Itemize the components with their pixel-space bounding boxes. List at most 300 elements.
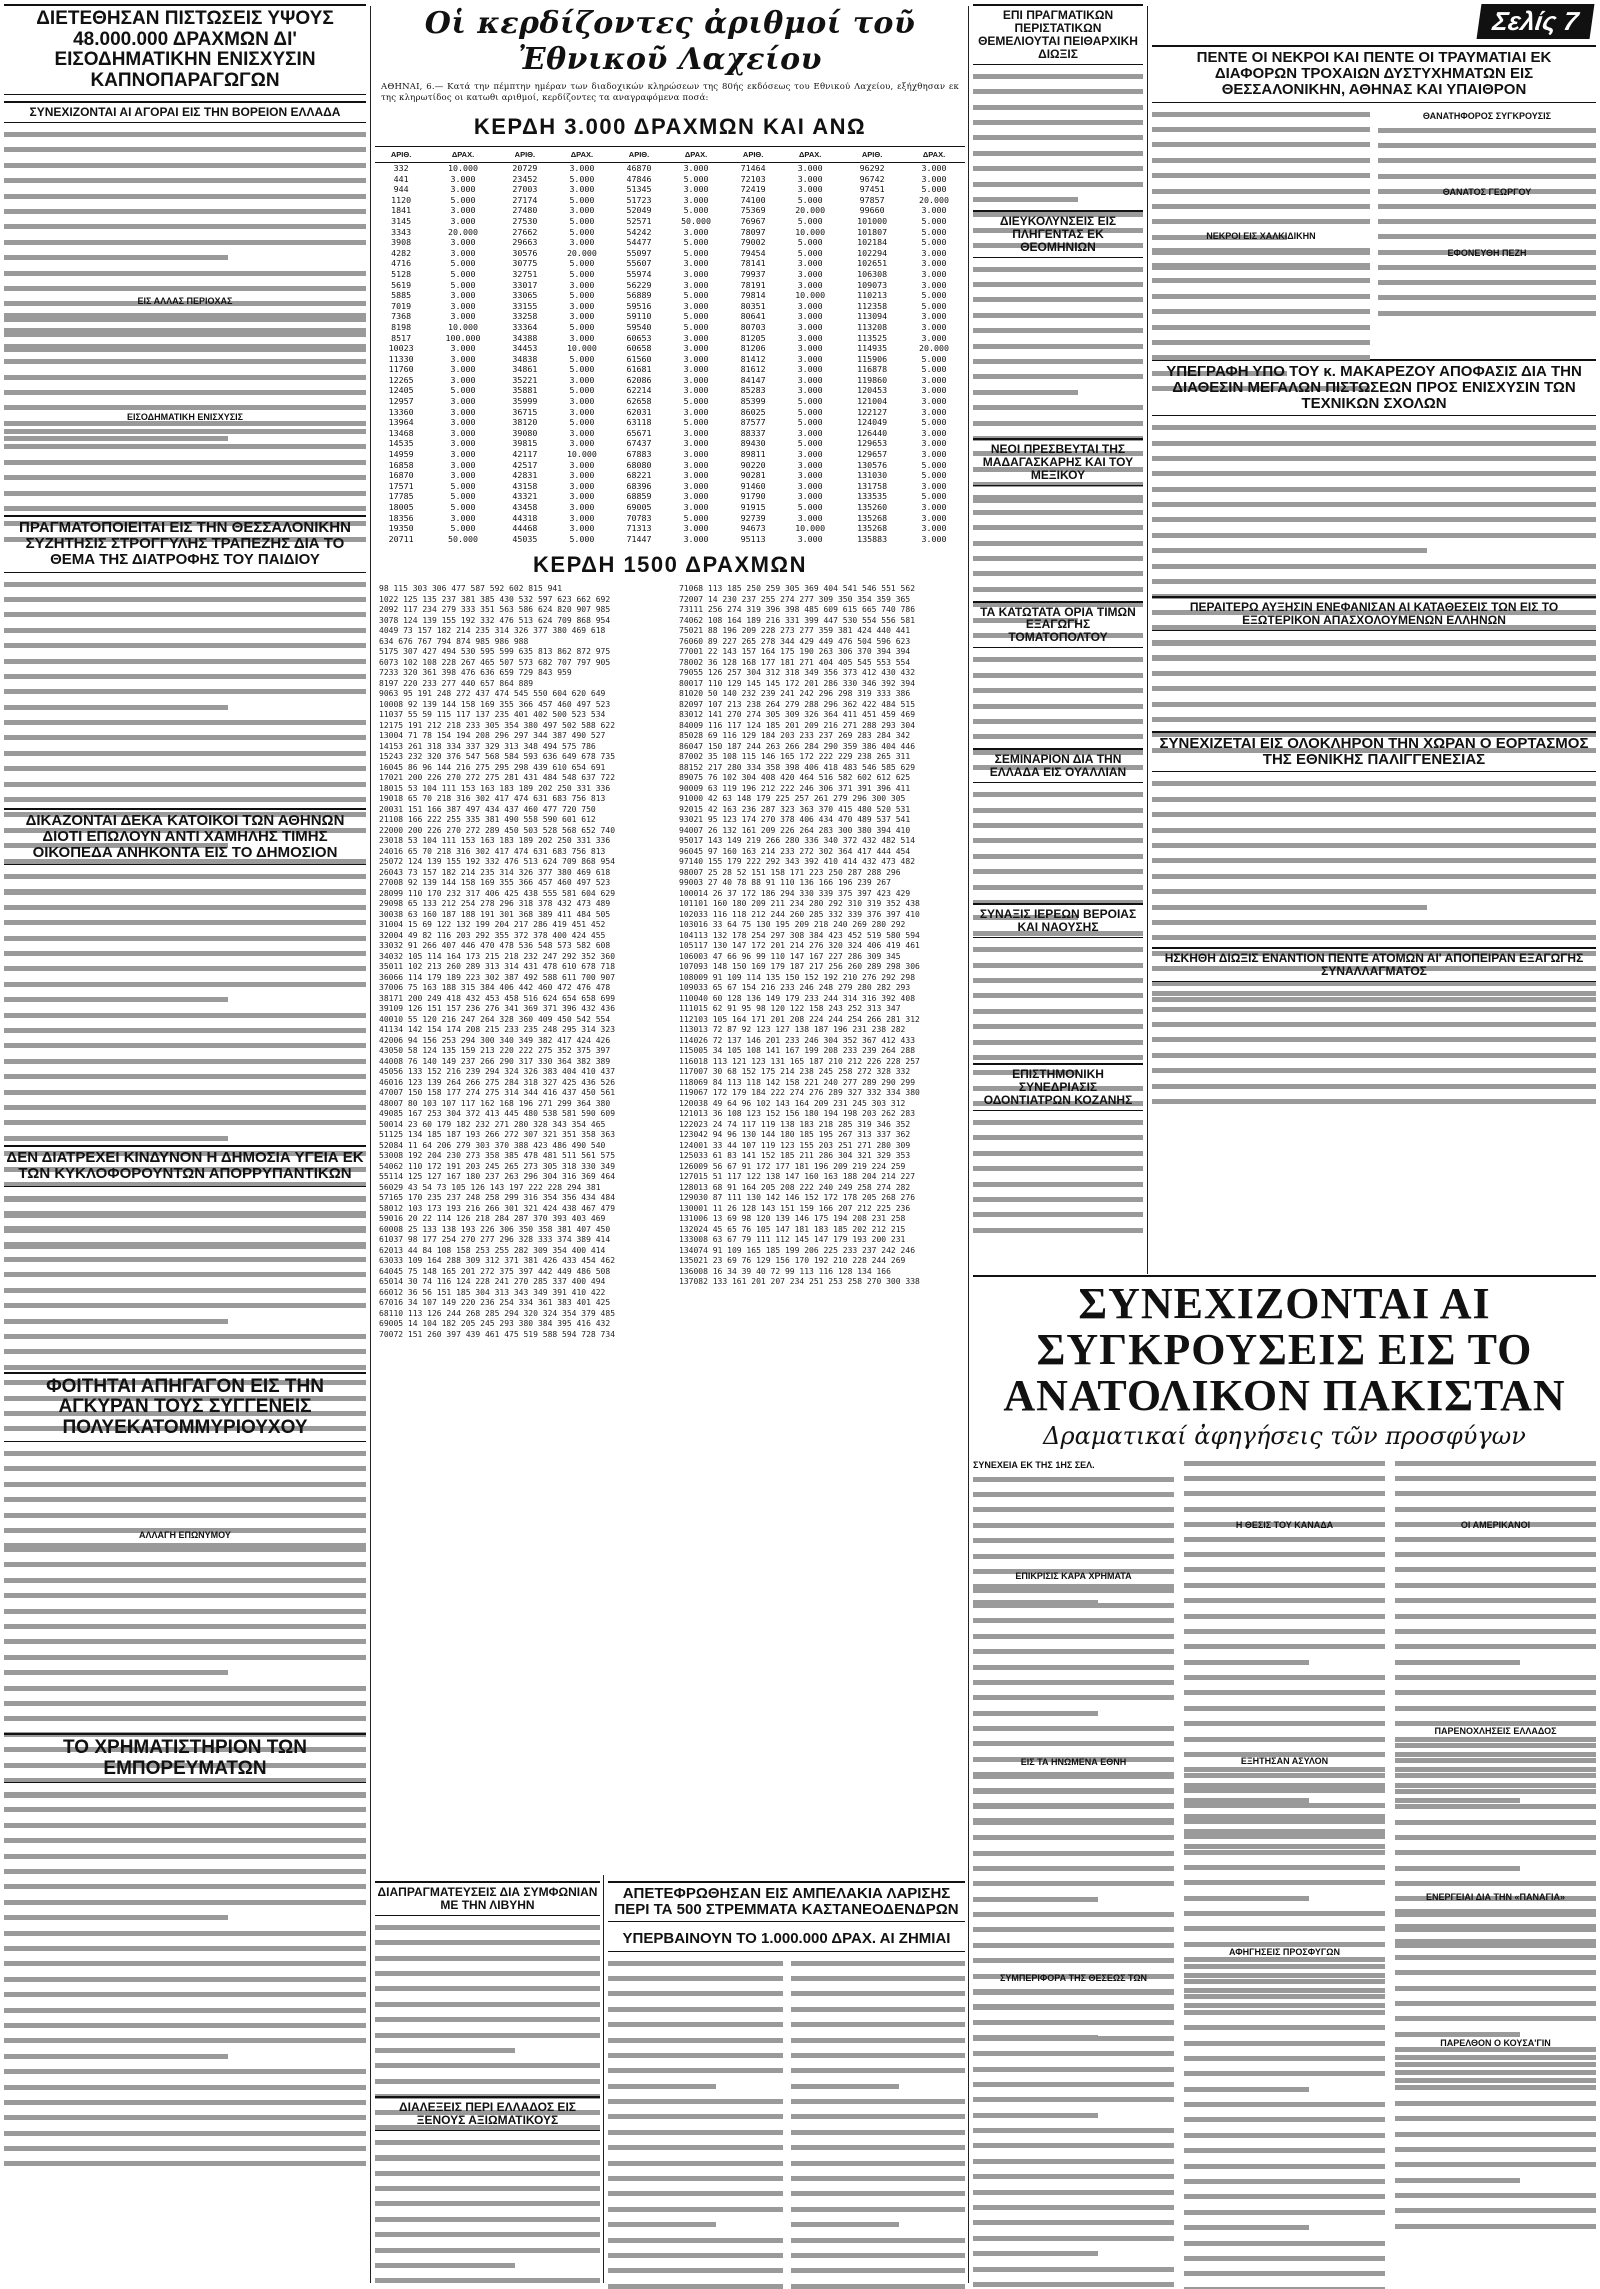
ticket-number: 135268	[857, 523, 888, 534]
text-line	[1378, 169, 1596, 179]
text-line	[1395, 2011, 1596, 2021]
text-line	[973, 1846, 1174, 1856]
headline-fire: ΑΠΕΤΕΦΡΩΘΗΣΑΝ ΕΙΣ ΑΜΠΕΛΑΚΙΑ ΛΑΡΙΣΗΣ ΠΕΡΙ ΤΑ 500 ΣΤΡΕΜΜΑΤΑ ΚΑΣΤΑΝΕΟΔΕΝΔΡΩΝ	[608, 1881, 965, 1922]
ticket-number: 35221	[512, 374, 538, 385]
ticket-number: 63118	[626, 417, 652, 428]
ticket-number: 7368	[391, 311, 412, 322]
text-line	[973, 1019, 1143, 1029]
text-line	[973, 1549, 1174, 1559]
table-row	[375, 470, 965, 481]
text-line	[1395, 2065, 1596, 2075]
text-line	[973, 1769, 1174, 1779]
text-line	[973, 2000, 1174, 2010]
text-line	[1152, 574, 1596, 584]
text-line	[973, 505, 1143, 515]
headline-tobacco-sub: ΣΥΝΕΧΙΖΟΝΤΑΙ ΑΙ ΑΓΟΡΑΙ ΕΙΣ ΤΗΝ ΒΟΡΕΙΟΝ ΕΛΛΑΔΑ	[4, 101, 366, 123]
text-line	[973, 849, 1143, 859]
text-line	[1184, 1655, 1309, 1665]
text-line	[973, 1035, 1143, 1045]
text-line	[1395, 1738, 1596, 1748]
text-line	[4, 1787, 366, 1797]
text-line	[4, 1619, 366, 1629]
text-line	[4, 1557, 366, 1567]
table-row	[375, 354, 965, 365]
ticket-number: 68859	[626, 491, 652, 502]
prize-amount: 50.000	[448, 533, 478, 544]
prize-amount: 3.000	[921, 427, 947, 438]
text-line	[375, 2058, 600, 2068]
prize-amount: 3.000	[450, 184, 476, 195]
article-body	[1184, 1456, 1385, 1516]
ticket-number: 27662	[512, 226, 538, 237]
subheading: ΕΙΣΟΔΗΜΑΤΙΚΗ ΕΝΙΣΧΥΣΙΣ	[126, 412, 244, 423]
text-line	[608, 1956, 783, 1966]
text-line	[791, 2217, 899, 2227]
ticket-number: 122127	[857, 406, 888, 417]
ticket-number: 16858	[388, 459, 414, 470]
text-line	[973, 2215, 1174, 2225]
text-line	[973, 369, 1143, 379]
ticket-number: 36715	[512, 406, 538, 417]
ticket-number: 51723	[626, 194, 652, 205]
ticket-number: 35999	[512, 396, 538, 407]
ticket-number: 17785	[388, 491, 414, 502]
text-line	[608, 2279, 783, 2289]
text-line	[1152, 697, 1596, 707]
prize-amount: 3.000	[450, 247, 476, 258]
prize-amount: 20.000	[566, 247, 597, 258]
headline-priests: ΣΥΝΑΞΙΣ ΙΕΡΕΩΝ ΒΕΡΟΙΑΣ ΚΑΙ ΝΑΟΥΣΗΣ	[973, 903, 1143, 938]
prize-amount: 3.000	[921, 385, 947, 396]
text-line	[1184, 1798, 1385, 1808]
ticket-number: 90281	[740, 470, 766, 481]
text-line	[1152, 1063, 1596, 1073]
text-line	[1395, 2050, 1596, 2060]
ticket-number: 113094	[857, 311, 888, 322]
article-body	[1395, 1904, 1596, 2034]
text-line	[1378, 290, 1596, 300]
text-line	[973, 1161, 1143, 1171]
text-line	[973, 2277, 1174, 2287]
text-line	[1184, 1814, 1385, 1824]
text-line	[4, 1115, 366, 1125]
prize-amount: 3.000	[450, 290, 476, 301]
ticket-number: 91790	[740, 491, 766, 502]
prize-amount: 3.000	[797, 480, 823, 491]
text-line	[1395, 1845, 1596, 1855]
text-line	[4, 1634, 366, 1644]
prize-amount: 3.000	[797, 311, 823, 322]
ticket-number: 74100	[740, 194, 766, 205]
ticket-number: 116878	[857, 364, 888, 375]
subheading: ΑΦΗΓΗΣΕΙΣ ΠΡΟΣΦΥΓΩΝ	[1228, 1946, 1341, 1957]
subheading: ΠΑΡΕΛΘΟΝ Ο ΚΟΥΣΑ'ΓΙΝ	[1440, 2037, 1551, 2048]
ticket-number: 29663	[512, 237, 538, 248]
column-header-drachmas: ΔΡΑΧ.	[427, 147, 499, 163]
prize-amount: 3.000	[797, 385, 823, 396]
text-line	[4, 501, 366, 511]
text-line	[1152, 320, 1370, 330]
text-line	[4, 2156, 366, 2166]
text-line	[4, 1696, 366, 1706]
text-line	[1395, 1934, 1596, 1944]
text-line	[375, 2150, 600, 2160]
article-body	[973, 1472, 1174, 1567]
prize-amount: 3.000	[797, 332, 823, 343]
prize-amount: 3.000	[569, 523, 595, 534]
ticket-number: 86025	[740, 406, 766, 417]
prize-amount: 3.000	[797, 268, 823, 279]
text-line	[4, 1314, 228, 1324]
text-line	[791, 2186, 966, 2196]
text-line	[1395, 1799, 1596, 1809]
ticket-number: 27003	[512, 184, 538, 195]
text-line	[1152, 258, 1370, 268]
ticket-number: 96292	[859, 163, 885, 173]
text-line	[4, 1191, 366, 1201]
text-line	[4, 1267, 366, 1277]
ticket-number: 113525	[857, 332, 888, 343]
subheading: ΕΞΗΤΗΣΑΝ ΑΣΥΛΟΝ	[1240, 1755, 1329, 1766]
prize-amount: 5.000	[797, 194, 823, 205]
text-line	[4, 2064, 366, 2074]
text-line	[1184, 1547, 1385, 1557]
prize-amount: 3.000	[797, 321, 823, 332]
prize-amount: 5.000	[683, 512, 709, 523]
prize-amount: 5.000	[450, 268, 476, 279]
text-line	[1152, 289, 1370, 299]
prize-amount: 3.000	[921, 533, 947, 544]
text-line	[1184, 2189, 1385, 2199]
ticket-number: 85399	[740, 396, 766, 407]
text-line	[973, 2154, 1174, 2164]
text-line	[973, 1985, 1174, 1995]
text-line	[4, 977, 366, 987]
prize-amount: 3.000	[569, 480, 595, 491]
headline-deposits: ΠΕΡΑΙΤΕΡΩ ΑΥΞΗΣΙΝ ΕΝΕΦΑΝΙΣΑΝ ΑΙ ΚΑΤΑΘΕΣΕΙΣ ΤΩΝ ΕΙΣ ΤΟ ΕΞΩΤΕΡΙΚΟΝ ΑΠΑΣΧΟΛΟΥΜΕΝΩΝ ΕΛΛΗΝΩΝ	[1152, 596, 1596, 631]
ticket-number: 135883	[857, 533, 888, 544]
prize-amount: 3.000	[450, 459, 476, 470]
text-line	[4, 2080, 366, 2090]
text-line	[973, 833, 1143, 843]
text-line	[608, 2248, 783, 2258]
text-line	[973, 400, 1143, 410]
text-line	[608, 2079, 716, 2089]
ticket-number: 43458	[512, 502, 538, 512]
text-line	[1152, 184, 1370, 194]
ticket-number: 75369	[740, 205, 766, 216]
article-body	[4, 308, 366, 408]
text-line	[4, 684, 366, 694]
prize-amount: 3.000	[683, 268, 709, 279]
ticket-number: 8517	[391, 332, 412, 343]
article-body	[4, 424, 366, 509]
prize-amount: 5.000	[450, 385, 476, 396]
article-body	[973, 1769, 1174, 1969]
prize-amount: 5.000	[569, 226, 595, 237]
text-line	[1378, 138, 1596, 148]
column-left	[4, 0, 366, 2289]
prize-amount: 3.000	[921, 374, 947, 385]
table-row	[375, 216, 965, 227]
text-line	[973, 1675, 1174, 1685]
ticket-number: 84147	[740, 374, 766, 385]
ticket-number: 12405	[388, 385, 414, 396]
prize-amount: 3.000	[450, 237, 476, 248]
table-row	[375, 258, 965, 269]
ticket-number: 43158	[512, 480, 538, 491]
column-middle	[973, 0, 1143, 1274]
article-body	[4, 1787, 366, 2047]
prize-amount: 5.000	[797, 406, 823, 417]
ticket-number: 55607	[626, 258, 652, 269]
text-line	[1152, 1048, 1596, 1058]
text-line	[973, 1130, 1143, 1140]
prize-amount: 10.000	[448, 163, 478, 173]
prize-amount: 3.000	[683, 343, 709, 354]
subheading: ΣΥΝΕΧΕΙΑ ΕΚ ΤΗΣ 1ΗΣ ΣΕΛ.	[973, 1459, 1095, 1470]
text-line	[1152, 436, 1596, 446]
text-line	[4, 1054, 366, 1064]
table-row	[375, 311, 965, 322]
text-line	[973, 1533, 1174, 1543]
prize-amount: 3.000	[569, 470, 595, 481]
text-line	[608, 2063, 783, 2073]
prize-amount: 3.000	[683, 374, 709, 385]
table-row	[375, 364, 965, 375]
text-line	[1184, 2236, 1385, 2246]
ticket-number: 81205	[740, 332, 766, 343]
text-line	[1152, 1032, 1596, 1042]
subheading: ΠΑΡΕΝΟΧΛΗΣΕΙΣ ΕΛΛΑΔΟΣ	[1434, 1725, 1557, 1736]
ticket-number: 3145	[391, 215, 412, 226]
ticket-number: 42117	[512, 449, 538, 460]
prize-amount: 3.000	[450, 311, 476, 322]
text-line	[973, 323, 1143, 333]
text-line	[608, 2094, 783, 2104]
text-line	[4, 308, 366, 318]
text-line	[4, 1360, 366, 1370]
prize-amount: 3.000	[569, 184, 595, 195]
prize-amount: 3.000	[921, 480, 947, 491]
prize-amount: 3.000	[569, 300, 595, 311]
text-line	[4, 486, 366, 496]
headline-pakistan: ΣΥΝΕΧΙΖΟΝΤΑΙ ΑΙ ΣΥΓΚΡΟΥΣΕΙΣ ΕΙΣ ΤΟ ΑΝΑΤΟΛΙΚΟΝ ΠΑΚΙΣΤΑΝ	[973, 1275, 1596, 1420]
text-line	[1184, 1578, 1385, 1588]
headline-accidents: ΠΕΝΤΕ ΟΙ ΝΕΚΡΟΙ ΚΑΙ ΠΕΝΤΕ ΟΙ ΤΡΑΥΜΑΤΙΑΙ ΕΚ ΔΙΑΦΟΡΩΝ ΤΡΟΧΑΙΩΝ ΔΥΣΤΥΧΗΜΑΤΩΝ ΕΙΣ ΘΕΣΣΑΛΟΝΙΚΗΝ, ΑΘΗΝΑΣ ΚΑΙ ΥΠΑΙΘΡΟΝ	[1152, 45, 1596, 103]
ticket-number: 92739	[740, 512, 766, 523]
text-line	[1152, 199, 1370, 209]
prize-amount: 20.000	[919, 343, 950, 354]
table-row	[375, 184, 965, 195]
text-line	[1395, 1753, 1596, 1763]
table-row	[375, 343, 965, 354]
text-line	[1152, 482, 1596, 492]
text-line	[1152, 853, 1596, 863]
text-line	[608, 2017, 783, 2027]
article-body	[791, 1956, 966, 2286]
ticket-number: 85283	[740, 385, 766, 396]
prize-amount: 5.000	[569, 385, 595, 396]
prize-amount: 5.000	[921, 364, 947, 375]
table-row	[375, 449, 965, 460]
text-line	[608, 2217, 716, 2227]
text-line	[4, 1849, 366, 1859]
ticket-number: 113208	[857, 321, 888, 332]
article-body	[1395, 1738, 1596, 1888]
text-line	[973, 1876, 1174, 1886]
ticket-number: 101807	[857, 226, 888, 237]
text-line	[973, 2031, 1174, 2041]
text-line	[973, 1472, 1174, 1482]
subheading: ΘΑΝΑΤΗΦΟΡΟΣ ΣΥΓΚΡΟΥΣΙΣ	[1422, 110, 1552, 121]
table-row	[375, 460, 965, 471]
text-line	[973, 988, 1143, 998]
ticket-number: 88337	[740, 427, 766, 438]
prize-amount: 5.000	[921, 459, 947, 470]
prize-amount: 5.000	[921, 353, 947, 364]
text-line	[973, 699, 1143, 709]
text-line	[973, 2015, 1174, 2025]
prize-amount: 3.000	[450, 205, 476, 216]
text-line	[1395, 1456, 1596, 1466]
headline-commodity-exchange: ΤΟ ΧΡΗΜΑΤΙΣΤΗΡΙΟΝ ΤΩΝ ΕΜΠΟΡΕΥΜΑΤΩΝ	[4, 1733, 366, 1783]
ticket-number: 90220	[740, 459, 766, 470]
text-line	[608, 2109, 783, 2119]
text-line	[973, 354, 1143, 364]
prize-amount: 5.000	[450, 194, 476, 205]
text-line	[973, 566, 1143, 576]
text-line	[4, 1987, 366, 1997]
ticket-number: 30775	[512, 258, 538, 269]
prize-amount: 5.000	[921, 491, 947, 502]
prize-amount: 3.000	[797, 353, 823, 364]
text-line	[973, 652, 1143, 662]
column-header-number: ΑΡΙΘ.	[499, 147, 551, 163]
prize-amount: 3.000	[921, 247, 947, 258]
prize-amount: 3.000	[450, 470, 476, 481]
headline-fire-damage: ΥΠΕΡΒΑΙΝΟΥΝ ΤΟ 1.000.000 ΔΡΑΧ. ΑΙ ΖΗΜΙΑΙ	[608, 1928, 965, 1951]
ticket-number: 94673	[740, 523, 766, 534]
text-line	[4, 455, 366, 465]
table-row	[375, 396, 965, 407]
ticket-number: 4282	[391, 247, 412, 258]
text-line	[1152, 528, 1596, 538]
prize-amount: 3.000	[797, 374, 823, 385]
prize-amount: 3.000	[450, 300, 476, 311]
text-line	[375, 2258, 515, 2268]
article-body	[1378, 123, 1596, 183]
text-line	[1184, 2112, 1385, 2122]
prize-amount: 3.000	[450, 406, 476, 417]
text-line	[973, 192, 1078, 202]
text-line	[1152, 1094, 1596, 1104]
text-line	[4, 1283, 366, 1293]
text-line	[1152, 838, 1596, 848]
text-line	[4, 1573, 366, 1583]
prize-amount: 5.000	[921, 417, 947, 428]
prize-amount: 5.000	[683, 321, 709, 332]
ticket-number: 131758	[857, 480, 888, 491]
text-line	[1378, 123, 1596, 133]
prize-amount: 5.000	[921, 184, 947, 195]
prize-amount: 3.000	[569, 374, 595, 385]
prize-amount: 3.000	[683, 184, 709, 195]
column-rule	[603, 1875, 604, 2283]
ticket-number: 38120	[512, 417, 538, 428]
text-line	[1152, 681, 1596, 691]
ticket-number: 99660	[859, 205, 885, 216]
ticket-number: 79937	[740, 268, 766, 279]
prize-amount: 3.000	[450, 449, 476, 460]
text-line	[973, 536, 1143, 546]
ticket-number: 39080	[512, 427, 538, 438]
ticket-number: 33258	[512, 311, 538, 322]
ticket-number: 131030	[857, 470, 888, 481]
text-line	[4, 715, 366, 725]
prize-amount: 3.000	[683, 502, 709, 512]
text-line	[1395, 2096, 1596, 2106]
text-line	[4, 1069, 366, 1079]
prize-amount: 3.000	[450, 173, 476, 184]
text-line	[4, 1864, 366, 1874]
prize-amount: 3.000	[797, 184, 823, 195]
text-line	[4, 1131, 228, 1141]
prize-amount: 5.000	[683, 311, 709, 322]
text-line	[1395, 2142, 1596, 2152]
text-line	[973, 2231, 1174, 2241]
ticket-number: 78191	[740, 279, 766, 290]
headline-land-trial: ΔΙΚΑΖΟΝΤΑΙ ΔΕΚΑ ΚΑΤΟΙΚΟΙ ΤΩΝ ΑΘΗΝΩΝ ΔΙΟΤΙ ΕΠΩΛΟΥΝ ΑΝΤΙ ΧΑΜΗΛΗΣ ΤΙΜΗΣ ΟΙΚΟΠΕΔΑ ΑΝΗΚΟΝΤΑ ΕΙΣ ΤΟ ΔΗΜΟΣΙΟΝ	[4, 808, 366, 866]
prize-amount: 3.000	[797, 512, 823, 523]
headline-technical-schools: ΥΠΕΓΡΑΦΗ ΥΠΟ ΤΟΥ κ. ΜΑΚΑΡΕΖΟΥ ΑΠΟΦΑΣΙΣ ΔΙΑ ΤΗΝ ΔΙΑΘΕΣΙΝ ΜΕΓΑΛΩΝ ΠΙΣΤΩΣΕΩΝ ΠΡΟΣ ΕΝΙΣΧΥΣΙΝ ΤΩΝ ΤΕΧΝΙΚΩΝ ΣΧΟΛΩΝ	[1152, 359, 1596, 417]
prize-amount: 3.000	[797, 533, 823, 544]
ticket-number: 102184	[857, 237, 888, 248]
text-line	[1152, 807, 1596, 817]
text-line	[1152, 466, 1596, 476]
prize-amount: 5.000	[569, 268, 595, 279]
headline-libya: ΔΙΑΠΡΑΓΜΑΤΕΥΣΕΙΣ ΔΙΑ ΣΥΜΦΩΝΙΑΝ ΜΕ ΤΗΝ ΛΙΒΥΗΝ	[375, 1881, 600, 1916]
prize-amount: 3.000	[683, 385, 709, 396]
text-line	[1152, 273, 1370, 283]
text-line	[1378, 229, 1596, 239]
prize-amount: 5.000	[683, 290, 709, 301]
ticket-number: 91460	[740, 480, 766, 491]
prize-amount: 5.000	[569, 194, 595, 205]
ticket-number: 13964	[388, 417, 414, 428]
ticket-number: 8198	[391, 321, 412, 332]
text-line	[973, 2108, 1098, 2118]
text-line	[1395, 1904, 1596, 1914]
ticket-number: 87577	[740, 417, 766, 428]
prize-amount: 3.000	[921, 258, 947, 269]
prize-amount: 3.000	[797, 279, 823, 290]
text-line	[4, 1492, 366, 1502]
text-line	[1395, 2173, 1520, 2183]
prize-amount: 10.000	[566, 449, 597, 460]
ticket-number: 106308	[857, 268, 888, 279]
prize-amount: 5.000	[569, 417, 595, 428]
table-row	[375, 248, 965, 259]
text-line	[973, 2169, 1174, 2179]
text-line	[4, 746, 366, 756]
ticket-number: 62031	[626, 406, 652, 417]
text-line	[791, 2140, 966, 2150]
text-line	[1152, 497, 1596, 507]
text-line	[375, 2196, 600, 2206]
ticket-number: 68396	[626, 480, 652, 491]
ticket-number: 80703	[740, 321, 766, 332]
